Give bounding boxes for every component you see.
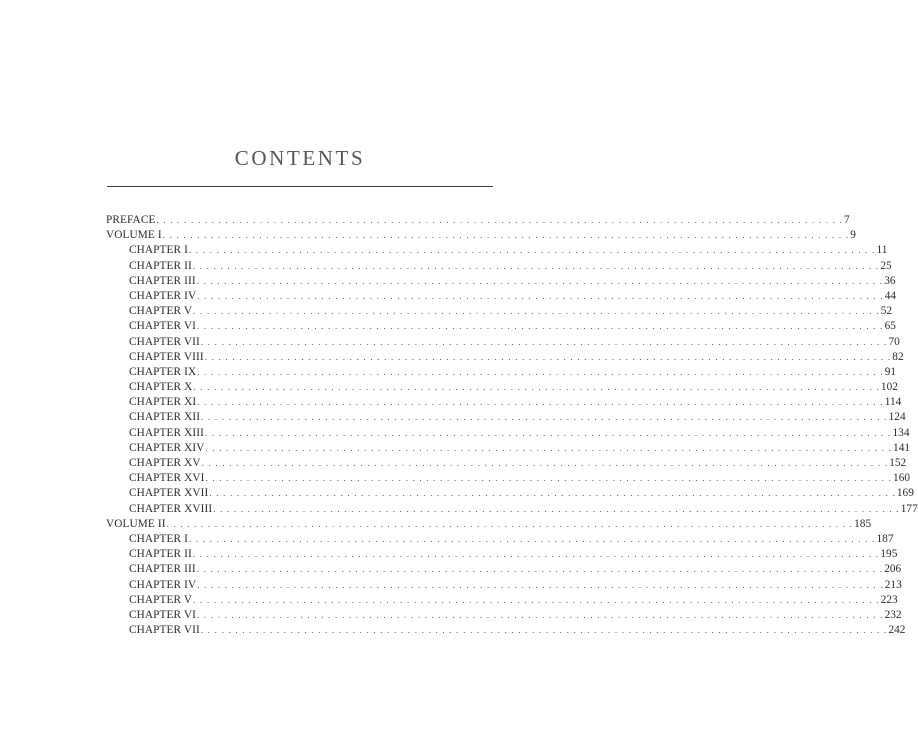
- toc-entry-page-number: 152: [889, 457, 907, 469]
- toc-entry-page-number: 65: [884, 320, 896, 333]
- title-divider: [107, 186, 493, 187]
- dot-leader: . . . . . . . . . . . . . . . . . . . . . . . . . . . . . . . . . . . . . . . . . . . . . . . . . . . . . . . . . . . . . . . . . . . . . . . . . . . . . . . . . . . . . . . . . . . . . . . . . . . .: [192, 260, 880, 271]
- toc-entry-label: CHAPTER VII: [129, 624, 200, 637]
- toc-entry-label: CHAPTER III: [129, 563, 196, 576]
- toc-entry-label: CHAPTER X: [129, 381, 193, 394]
- toc-entry[interactable]: [106, 410, 906, 425]
- toc-entry-label: CHAPTER VII: [129, 335, 200, 348]
- toc-entry[interactable]: [106, 289, 897, 304]
- toc-entry[interactable]: [106, 274, 896, 289]
- toc-entry-label: CHAPTER XIV: [129, 441, 205, 454]
- dot-leader: . . . . . . . . . . . . . . . . . . . . . . . . . . . . . . . . . . . . . . . . . . . . . . . . . . . . . . . . . . . . . . . . . . . . . . . . . . . . . . . . . . . . . . . . . . . . . . . . . . . .: [201, 412, 888, 423]
- dot-leader: . . . . . . . . . . . . . . . . . . . . . . . . . . . . . . . . . . . . . . . . . . . . . . . . . . . . . . . . . . . . . . . . . . . . . . . . . . . . . . . . . . . . . . . . . . . . . . . . . . . .: [197, 609, 884, 620]
- dot-leader: . . . . . . . . . . . . . . . . . . . . . . . . . . . . . . . . . . . . . . . . . . . . . . . . . . . . . . . . . . . . . . . . . . . . . . . . . . . . . . . . . . . . . . . . . . . . . . . . . . . .: [193, 382, 880, 393]
- dot-leader: . . . . . . . . . . . . . . . . . . . . . . . . . . . . . . . . . . . . . . . . . . . . . . . . . . . . . . . . . . . . . . . . . . . . . . . . . . . . . . . . . . . . . . . . . . . . . . . . . . . .: [200, 336, 888, 347]
- toc-entry[interactable]: [106, 228, 856, 243]
- dot-leader: . . . . . . . . . . . . . . . . . . . . . . . . . . . . . . . . . . . . . . . . . . . . . . . . . . . . . . . . . . . . . . . . . . . . . . . . . . . . . . . . . . . . . . . . . . . . . . . . . . . .: [196, 564, 884, 575]
- dot-leader: . . . . . . . . . . . . . . . . . . . . . . . . . . . . . . . . . . . . . . . . . . . . . . . . . . . . . . . . . . . . . . . . . . . . . . . . . . . . . . . . . . . . . . . . . . . . . . . . . . . .: [166, 518, 854, 529]
- toc-entry-page-number: 232: [884, 608, 902, 621]
- dot-leader: . . . . . . . . . . . . . . . . . . . . . . . . . . . . . . . . . . . . . . . . . . . . . . . . . . . . . . . . . . . . . . . . . . . . . . . . . . . . . . . . . . . . . . . . . . . . . . . . . . . .: [205, 442, 893, 453]
- toc-entry-label: CHAPTER XV: [129, 457, 201, 469]
- toc-entry-page-number: 7: [844, 214, 850, 226]
- dot-leader: . . . . . . . . . . . . . . . . . . . . . . . . . . . . . . . . . . . . . . . . . . . . . . . . . . . . . . . . . . . . . . . . . . . . . . . . . . . . . . . . . . . . . . . . . . . . . . . . . . . .: [162, 230, 850, 241]
- toc-entry-label: CHAPTER XI: [129, 396, 197, 409]
- toc-entry[interactable]: [106, 426, 910, 441]
- toc-entry[interactable]: [106, 304, 893, 319]
- dot-leader: . . . . . . . . . . . . . . . . . . . . . . . . . . . . . . . . . . . . . . . . . . . . . . . . . . . . . . . . . . . . . . . . . . . . . . . . . . . . . . . . . . . . . . . . . . . . . . . . . . . .: [197, 321, 884, 332]
- toc-entry[interactable]: [106, 623, 906, 638]
- toc-entry[interactable]: [106, 213, 850, 228]
- toc-entry-label: CHAPTER XVII: [129, 487, 209, 500]
- dot-leader: . . . . . . . . . . . . . . . . . . . . . . . . . . . . . . . . . . . . . . . . . . . . . . . . . . . . . . . . . . . . . . . . . . . . . . . . . . . . . . . . . . . . . . . . . . . . . . . . . . . .: [193, 594, 880, 605]
- toc-entry-label: CHAPTER VIII: [129, 350, 204, 363]
- toc-entry[interactable]: [106, 319, 896, 334]
- toc-entry-page-number: 25: [880, 259, 892, 272]
- toc-entry-label: CHAPTER I: [129, 532, 188, 545]
- dot-leader: . . . . . . . . . . . . . . . . . . . . . . . . . . . . . . . . . . . . . . . . . . . . . . . . . . . . . . . . . . . . . . . . . . . . . . . . . . . . . . . . . . . . . . . . . . . . . . . . . . . .: [197, 290, 884, 301]
- toc-entry[interactable]: [106, 578, 902, 593]
- toc-entry-label: CHAPTER IX: [129, 365, 197, 378]
- dot-leader: . . . . . . . . . . . . . . . . . . . . . . . . . . . . . . . . . . . . . . . . . . . . . . . . . . . . . . . . . . . . . . . . . . . . . . . . . . . . . . . . . . . . . . . . . . . . . . . . . . . .: [188, 245, 876, 256]
- dot-leader: . . . . . . . . . . . . . . . . . . . . . . . . . . . . . . . . . . . . . . . . . . . . . . . . . . . . . . . . . . . . . . . . . . . . . . . . . . . . . . . . . . . . . . . . . . . . . . . . . . . .: [213, 503, 900, 514]
- dot-leader: . . . . . . . . . . . . . . . . . . . . . . . . . . . . . . . . . . . . . . . . . . . . . . . . . . . . . . . . . . . . . . . . . . . . . . . . . . . . . . . . . . . . . . . . . . . . . . . . . . . .: [204, 427, 892, 438]
- toc-entry-page-number: 206: [884, 563, 902, 576]
- toc-entry-label: VOLUME II: [106, 517, 166, 530]
- toc-entry-page-number: 91: [884, 365, 897, 378]
- dot-leader: . . . . . . . . . . . . . . . . . . . . . . . . . . . . . . . . . . . . . . . . . . . . . . . . . . . . . . . . . . . . . . . . . . . . . . . . . . . . . . . . . . . . . . . . . . . . . . . . . . . .: [209, 488, 896, 499]
- toc-entry[interactable]: [106, 365, 897, 380]
- toc-entry-page-number: 82: [892, 350, 904, 363]
- toc-entry-label: CHAPTER IV: [129, 578, 197, 591]
- toc-entry-page-number: 70: [888, 335, 900, 348]
- toc-entry-page-number: 185: [854, 517, 872, 530]
- dot-leader: . . . . . . . . . . . . . . . . . . . . . . . . . . . . . . . . . . . . . . . . . . . . . . . . . . . . . . . . . . . . . . . . . . . . . . . . . . . . . . . . . . . . . . . . . . . . . . . . . . . .: [205, 473, 893, 484]
- dot-leader: . . . . . . . . . . . . . . . . . . . . . . . . . . . . . . . . . . . . . . . . . . . . . . . . . . . . . . . . . . . . . . . . . . . . . . . . . . . . . . . . . . . . . . . . . . . . . . . . . . . .: [201, 458, 889, 468]
- toc-entry-label: CHAPTER XII: [129, 411, 201, 424]
- toc-entry-page-number: 134: [892, 426, 910, 439]
- dot-leader: . . . . . . . . . . . . . . . . . . . . . . . . . . . . . . . . . . . . . . . . . . . . . . . . . . . . . . . . . . . . . . . . . . . . . . . . . . . . . . . . . . . . . . . . . . . . . . . . . . . .: [197, 579, 884, 590]
- toc-entry-label: CHAPTER IV: [129, 289, 197, 302]
- toc-entry-page-number: 9: [850, 229, 856, 242]
- toc-entry[interactable]: [106, 502, 918, 517]
- toc-entry[interactable]: [106, 562, 902, 577]
- toc-entry-page-number: 102: [880, 381, 898, 394]
- toc-entry-page-number: 36: [884, 274, 896, 287]
- toc-entry-page-number: 177: [900, 502, 918, 515]
- toc-entry[interactable]: [106, 532, 894, 547]
- toc-entry-label: CHAPTER I: [129, 244, 188, 257]
- toc-entry-label: CHAPTER II: [129, 259, 192, 272]
- dot-leader: . . . . . . . . . . . . . . . . . . . . . . . . . . . . . . . . . . . . . . . . . . . . . . . . . . . . . . . . . . . . . . . . . . . . . . . . . . . . . . . . . . . . . . . . . . . . . . . . . . . .: [156, 215, 844, 225]
- toc-entry-label: PREFACE: [106, 214, 156, 226]
- toc-entry[interactable]: [106, 471, 910, 486]
- toc-entry[interactable]: [106, 395, 902, 410]
- toc-entry[interactable]: [106, 456, 907, 471]
- toc-entry-page-number: 195: [880, 548, 898, 561]
- dot-leader: . . . . . . . . . . . . . . . . . . . . . . . . . . . . . . . . . . . . . . . . . . . . . . . . . . . . . . . . . . . . . . . . . . . . . . . . . . . . . . . . . . . . . . . . . . . . . . . . . . . .: [192, 549, 880, 560]
- toc-entry[interactable]: [106, 593, 898, 608]
- dot-leader: . . . . . . . . . . . . . . . . . . . . . . . . . . . . . . . . . . . . . . . . . . . . . . . . . . . . . . . . . . . . . . . . . . . . . . . . . . . . . . . . . . . . . . . . . . . . . . . . . . . .: [188, 533, 876, 544]
- toc-entry-page-number: 114: [884, 396, 902, 409]
- toc-entry-label: CHAPTER II: [129, 548, 192, 561]
- toc-entry[interactable]: [106, 259, 892, 274]
- dot-leader: . . . . . . . . . . . . . . . . . . . . . . . . . . . . . . . . . . . . . . . . . . . . . . . . . . . . . . . . . . . . . . . . . . . . . . . . . . . . . . . . . . . . . . . . . . . . . . . . . . . .: [197, 366, 884, 377]
- toc-entry-page-number: 213: [884, 578, 902, 591]
- toc-entry-label: CHAPTER V: [129, 593, 193, 606]
- toc-entry-page-number: 242: [888, 624, 906, 637]
- toc-entry[interactable]: [106, 350, 904, 365]
- toc-entry[interactable]: [106, 486, 914, 501]
- toc-entry[interactable]: [106, 517, 872, 532]
- toc-entry-label: CHAPTER XVI: [129, 472, 205, 485]
- toc-entry-page-number: 124: [888, 411, 906, 424]
- toc-entry[interactable]: [106, 608, 902, 623]
- toc-entry-label: CHAPTER VI: [129, 320, 197, 333]
- toc-entry[interactable]: [106, 335, 900, 350]
- toc-entry-page-number: 44: [884, 289, 897, 302]
- toc-entry-page-number: 223: [880, 593, 898, 606]
- toc-entry-page-number: 160: [893, 472, 910, 485]
- toc-entry-label: CHAPTER XVIII: [129, 502, 213, 515]
- dot-leader: . . . . . . . . . . . . . . . . . . . . . . . . . . . . . . . . . . . . . . . . . . . . . . . . . . . . . . . . . . . . . . . . . . . . . . . . . . . . . . . . . . . . . . . . . . . . . . . . . . . .: [204, 351, 892, 362]
- toc-entry[interactable]: [106, 243, 888, 258]
- dot-leader: . . . . . . . . . . . . . . . . . . . . . . . . . . . . . . . . . . . . . . . . . . . . . . . . . . . . . . . . . . . . . . . . . . . . . . . . . . . . . . . . . . . . . . . . . . . . . . . . . . . .: [200, 625, 888, 636]
- toc-entry-page-number: 169: [896, 487, 914, 500]
- toc-entry-page-number: 11: [876, 244, 888, 257]
- toc-entry-page-number: 187: [876, 532, 894, 545]
- toc-entry[interactable]: [106, 547, 898, 562]
- page-title: CONTENTS: [234, 146, 366, 170]
- toc-entry-page-number: 52: [880, 305, 893, 318]
- toc-entry-label: CHAPTER VI: [129, 608, 197, 621]
- toc-entry[interactable]: [106, 380, 898, 395]
- dot-leader: . . . . . . . . . . . . . . . . . . . . . . . . . . . . . . . . . . . . . . . . . . . . . . . . . . . . . . . . . . . . . . . . . . . . . . . . . . . . . . . . . . . . . . . . . . . . . . . . . . . .: [193, 306, 880, 317]
- toc-entry-page-number: 141: [893, 441, 910, 454]
- toc-entry-label: CHAPTER V: [129, 305, 193, 318]
- toc-entry[interactable]: [106, 441, 910, 456]
- toc-entry-label: CHAPTER III: [129, 274, 196, 287]
- dot-leader: . . . . . . . . . . . . . . . . . . . . . . . . . . . . . . . . . . . . . . . . . . . . . . . . . . . . . . . . . . . . . . . . . . . . . . . . . . . . . . . . . . . . . . . . . . . . . . . . . . . .: [197, 397, 884, 408]
- dot-leader: . . . . . . . . . . . . . . . . . . . . . . . . . . . . . . . . . . . . . . . . . . . . . . . . . . . . . . . . . . . . . . . . . . . . . . . . . . . . . . . . . . . . . . . . . . . . . . . . . . . .: [196, 275, 884, 286]
- table-of-contents: [106, 213, 918, 638]
- toc-entry-label: VOLUME I: [106, 229, 162, 242]
- toc-entry-label: CHAPTER XIII: [129, 426, 204, 439]
